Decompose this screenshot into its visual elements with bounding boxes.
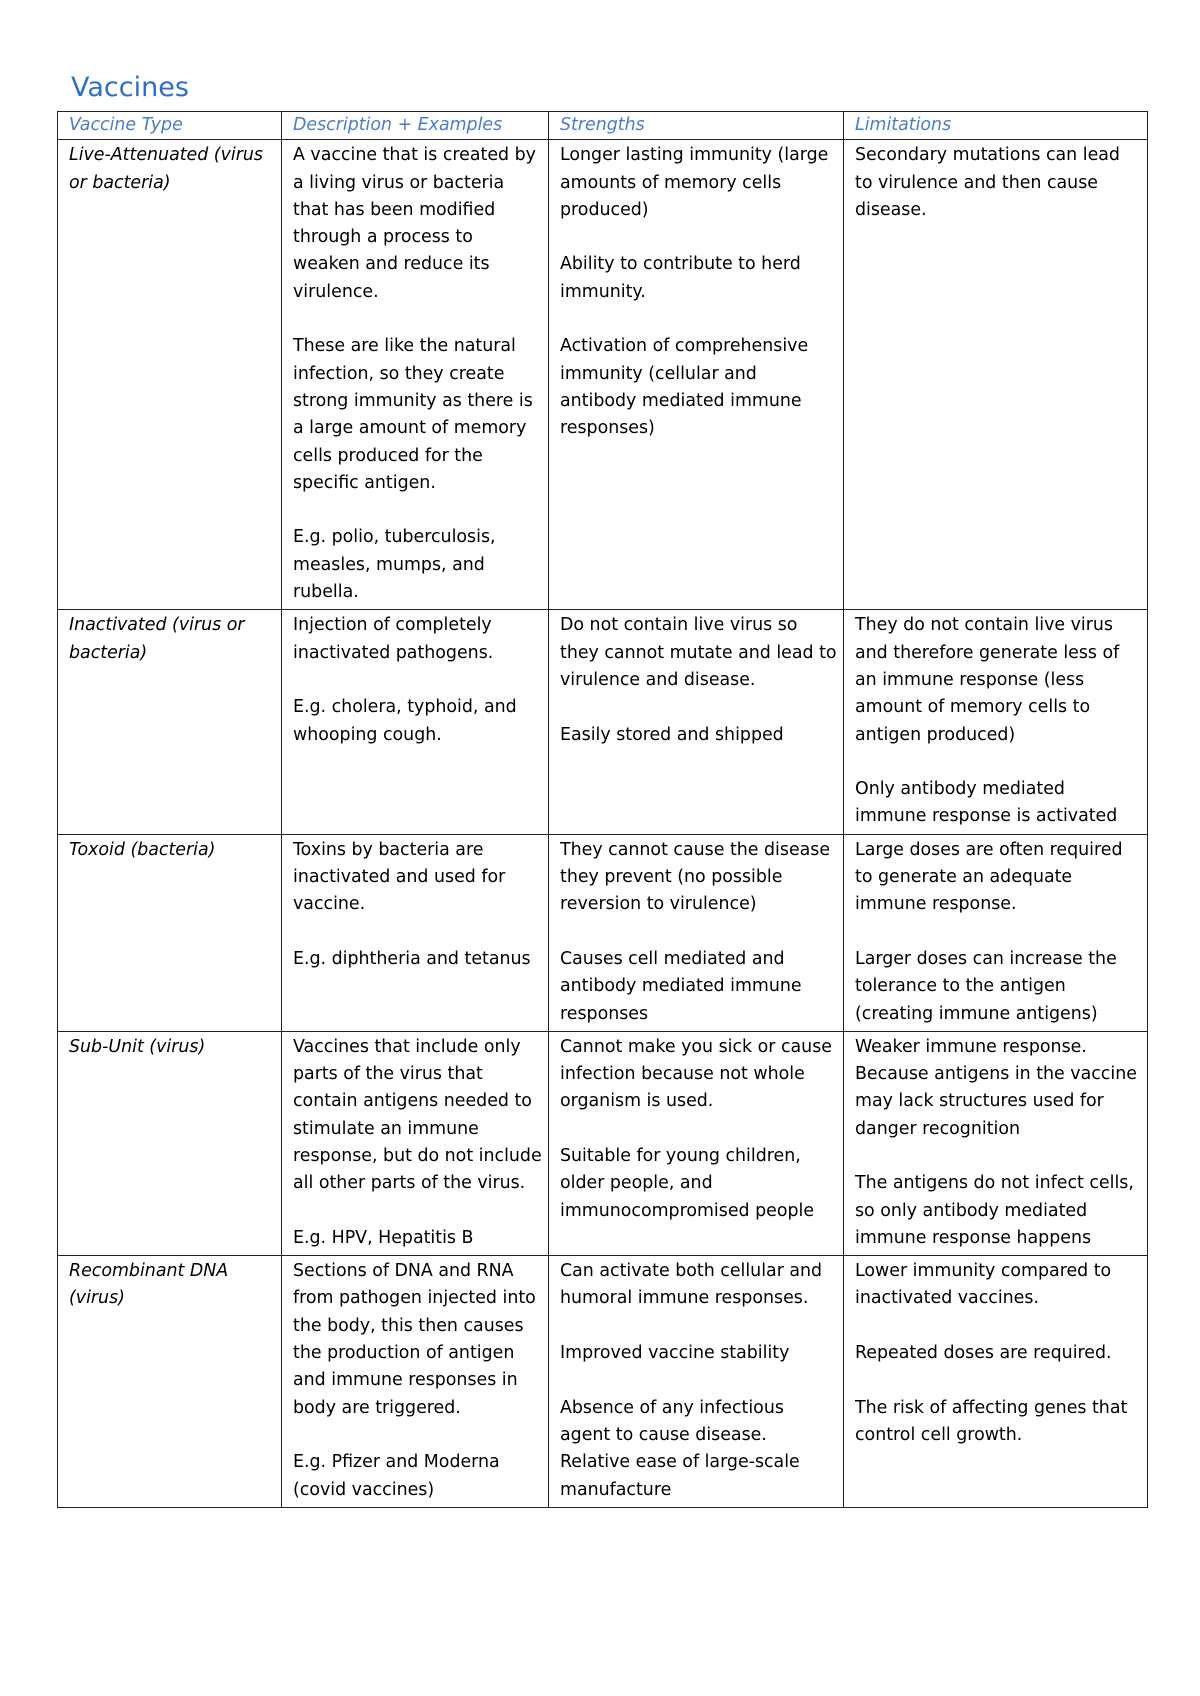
limitations-cell: [844, 610, 1148, 834]
table-row: [58, 140, 1148, 610]
header-vaccine-type: Vaccine Type: [58, 112, 282, 140]
description-paragraph: E.g. cholera, typhoid, and whooping cough.: [293, 697, 517, 745]
strengths-paragraph: Easily stored and shipped: [560, 724, 784, 745]
description-cell: [282, 610, 549, 834]
strengths-paragraph: Cannot make you sick or cause infection because not whole organism is used.: [560, 1036, 832, 1112]
description-paragraph: E.g. HPV, Hepatitis B: [293, 1227, 474, 1248]
table-row: [58, 1256, 1148, 1508]
limitations-cell: [844, 140, 1148, 610]
table-row: [58, 610, 1148, 834]
description-paragraph: E.g. polio, tuberculosis, measles, mumps, and rubella.: [293, 527, 496, 603]
strengths-paragraph: Longer lasting immunity (large amounts of memory cells produced): [560, 145, 829, 220]
limitations-cell: [844, 1031, 1148, 1255]
strengths-paragraph: Suitable for young children, older people, and immunocompromised people: [560, 1145, 815, 1221]
header-limitations: Limitations: [844, 112, 1148, 140]
vaccines-table: [57, 111, 1148, 1508]
strengths-paragraph: Causes cell mediated and antibody mediated immune responses: [560, 948, 802, 1024]
strengths-paragraph: Absence of any infectious agent to cause disease.: [560, 1397, 784, 1445]
description-paragraph: These are like the natural infection, so they create strong immunity as there is a large amount of memory cells produced for the specific antigen.: [293, 336, 533, 493]
vaccine-type-cell: Sub-Unit (virus): [58, 1031, 282, 1255]
strengths-cell: [549, 1031, 844, 1255]
limitations-paragraph: Secondary mutations can lead to virulence and then cause disease.: [855, 145, 1120, 220]
header-description: Description + Examples: [282, 112, 549, 140]
document-title: Vaccines: [71, 72, 189, 103]
description-paragraph: Injection of completely inactivated pathogens.: [293, 615, 494, 663]
strengths-paragraph: They cannot cause the disease they prevent (no possible reversion to virulence): [560, 839, 831, 915]
strengths-paragraph: Relative ease of large-scale manufacture: [560, 1452, 800, 1500]
description-cell: [282, 834, 549, 1031]
description-cell: [282, 1031, 549, 1255]
limitations-paragraph: The risk of affecting genes that control cell growth.: [855, 1397, 1128, 1445]
description-cell: [282, 1256, 549, 1508]
limitations-cell: [844, 1256, 1148, 1508]
document-page: [57, 70, 1147, 1508]
description-paragraph: E.g. diphtheria and tetanus: [293, 948, 531, 969]
strengths-paragraph: Can activate both cellular and humoral immune responses.: [560, 1261, 823, 1309]
description-cell: [282, 140, 549, 610]
table-header-row: [58, 112, 1148, 140]
limitations-paragraph: Large doses are often required to generate an adequate immune response.: [855, 839, 1123, 915]
description-paragraph: Toxins by bacteria are inactivated and used for vaccine.: [293, 839, 506, 915]
limitations-paragraph: Only antibody mediated immune response is activated: [855, 779, 1118, 827]
strengths-cell: [549, 1256, 844, 1508]
strengths-cell: [549, 834, 844, 1031]
vaccine-type-cell: Toxoid (bacteria): [58, 834, 282, 1031]
description-paragraph: A vaccine that is created by a living virus or bacteria that has been modified through a process to weaken and reduce its virulence.: [293, 145, 536, 302]
limitations-paragraph: Larger doses can increase the tolerance to the antigen (creating immune antigens): [855, 948, 1117, 1024]
description-paragraph: Vaccines that include only parts of the virus that contain antigens needed to stimulate an immune response, but do not include all other parts of the virus.: [293, 1036, 542, 1194]
strengths-paragraph: Improved vaccine stability: [560, 1343, 790, 1364]
description-paragraph: E.g. Pfizer and Moderna (covid vaccines): [293, 1452, 500, 1500]
strengths-cell: [549, 140, 844, 610]
strengths-paragraph: Do not contain live virus so they cannot mutate and lead to virulence and disease.: [560, 615, 837, 690]
limitations-paragraph: They do not contain live virus and therefore generate less of an immune response (less amount of memory cells to antigen produced): [855, 615, 1120, 745]
strengths-paragraph: Ability to contribute to herd immunity.: [560, 254, 801, 302]
vaccine-type-cell: Recombinant DNA (virus): [58, 1256, 282, 1508]
limitations-paragraph: Repeated doses are required.: [855, 1343, 1112, 1364]
strengths-paragraph: Activation of comprehensive immunity (cellular and antibody mediated immune responses): [560, 336, 809, 439]
strengths-cell: [549, 610, 844, 834]
limitations-cell: [844, 834, 1148, 1031]
header-strengths: Strengths: [549, 112, 844, 140]
limitations-paragraph: The antigens do not infect cells, so only antibody mediated immune response happens: [855, 1173, 1134, 1248]
description-paragraph: Sections of DNA and RNA from pathogen injected into the body, this then causes the production of antigen and immune responses in body are triggered.: [293, 1261, 536, 1418]
limitations-paragraph: Lower immunity compared to inactivated vaccines.: [855, 1261, 1112, 1309]
table-row: [58, 834, 1148, 1031]
table-row: [58, 1031, 1148, 1255]
limitations-paragraph: Weaker immune response. Because antigens in the vaccine may lack structures used for danger recognition: [855, 1036, 1137, 1139]
vaccine-type-cell: Inactivated (virus or bacteria): [58, 610, 282, 834]
vaccine-type-cell: Live-Attenuated (virus or bacteria): [58, 140, 282, 610]
